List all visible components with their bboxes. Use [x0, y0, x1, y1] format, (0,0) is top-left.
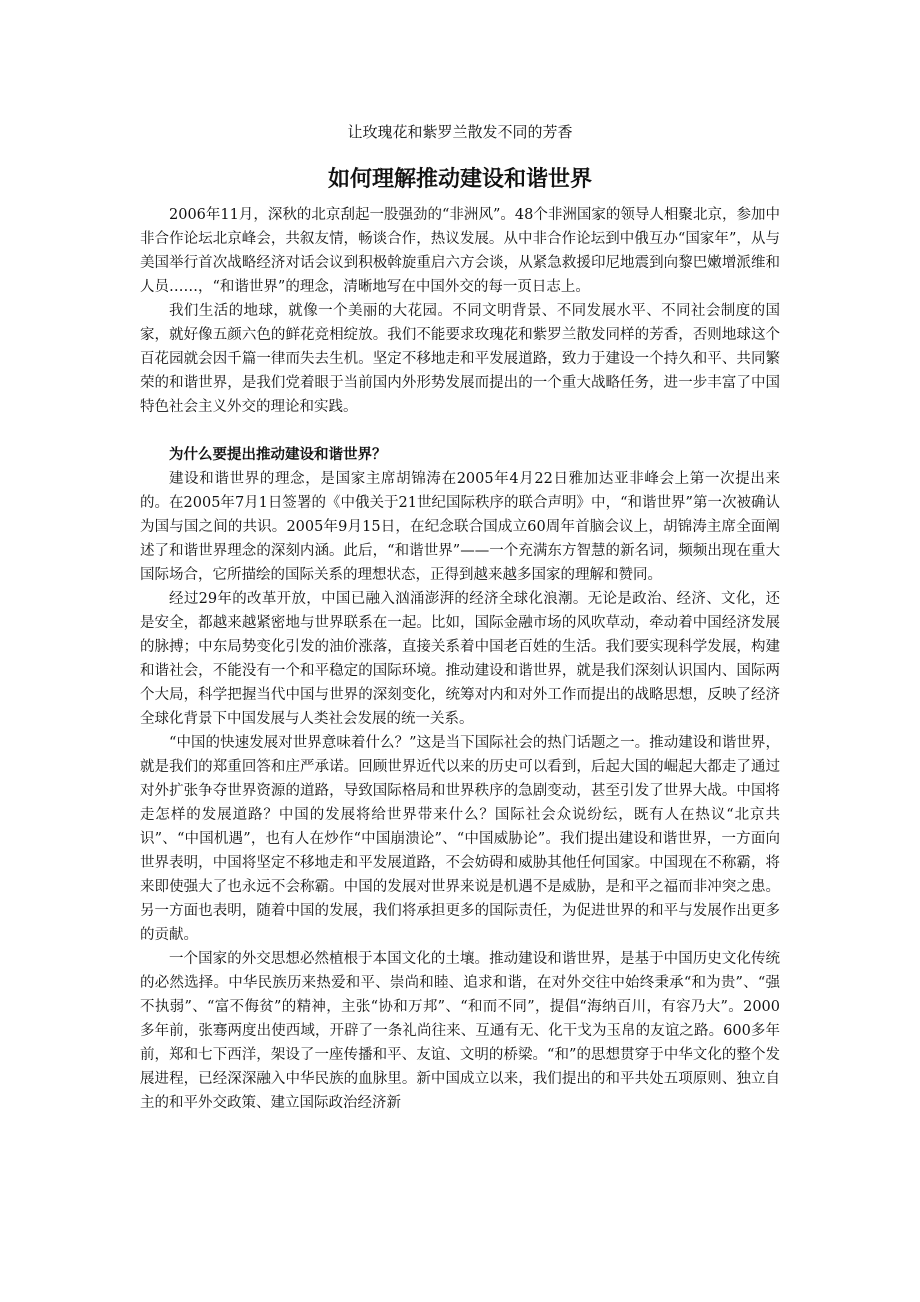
intro-paragraph: 2006年11月，深秋的北京刮起一股强劲的“非洲风”。48个非洲国家的领导人相聚北京，参加中非合作论坛北京峰会，共叙友情，畅谈合作，热议发展。从中非合作论坛到中俄互办“国家年”，从与美国举行首次战略经济对话会议到积极斡旋重启六方会谈，从紧急救援印尼地震到向黎巴嫩增派维和人员……，“和谐世界”的理念，清晰地写在中国外交的每一页日志上。: [140, 207, 780, 295]
document-body: [140, 203, 780, 1115]
section-heading: 为什么要提出推动建设和谐世界？: [169, 446, 387, 463]
document-subtitle: 让玫瑰花和紫罗兰散发不同的芳香: [347, 123, 573, 141]
paragraph-spacer: [140, 419, 780, 443]
section-paragraph: “中国的快速发展对世界意味着什么？”这是当下国际社会的热门话题之一。推动建设和谐世界，就是我们的郑重回答和庄严承诺。回顾世界近代以来的历史可以看到，后起大国的崛起大都走了通过对外扩张争夺世界资源的道路，导致国际格局和世界秩序的急剧变动，甚至引发了世界大战。中国将走怎样的发展道路？中国的发展将给世界带来什么？国际社会众说纷纭，既有人在热议“北京共识”、“中国机遇”，也有人在炒作“中国崩溃论”、“中国威胁论”。我们提出建设和谐世界，一方面向世界表明，中国将坚定不移地走和平发展道路，不会妨碍和威胁其他任何国家。中国现在不称霸，将来即使强大了也永远不会称霸。中国的发展对世界来说是机遇不是威胁，是和平之福而非冲突之患。另一方面也表明，随着中国的发展，我们将承担更多的国际责任，为促进世界的和平与发展作出更多的贡献。: [140, 735, 780, 943]
section-paragraph: 建设和谐世界的理念，是国家主席胡锦涛在2005年4月22日雅加达亚非峰会上第一次提出来的。在2005年7月1日签署的《中俄关于21世纪国际秩序的联合声明》中，“和谐世界”第一次被确认为国与国之间的共识。2005年9月15日，在纪念联合国成立60周年首脑会议上，胡锦涛主席全面阐述了和谐世界理念的深刻内涵。此后，“和谐世界”——一个充满东方智慧的新名词，频频出现在重大国际场合，它所描绘的国际关系的理想状态，正得到越来越多国家的理解和赞同。: [140, 471, 780, 583]
intro-paragraph: 我们生活的地球，就像一个美丽的大花园。不同文明背景、不同发展水平、不同社会制度的国家，就好像五颜六色的鲜花竞相绽放。我们不能要求玫瑰花和紫罗兰散发同样的芳香，否则地球这个百花园就会因千篇一律而失去生机。坚定不移地走和平发展道路，致力于建设一个持久和平、共同繁荣的和谐世界，是我们党着眼于当前国内外形势发展而提出的一个重大战略任务，进一步丰富了中国特色社会主义外交的理论和实践。: [140, 303, 780, 415]
document-title: 如何理解推动建设和谐世界: [327, 166, 592, 192]
section-paragraph: 一个国家的外交思想必然植根于本国文化的土壤。推动建设和谐世界，是基于中国历史文化传统的必然选择。中华民族历来热爱和平、崇尚和睦、追求和谐，在对外交往中始终秉承“和为贵”、“强不执弱”、“富不侮贫”的精神，主张“协和万邦”、“和而不同”，提倡“海纳百川，有容乃大”。2000多年前，张骞两度出使西域，开辟了一条礼尚往来、互通有无、化干戈为玉帛的友谊之路。600多年前，郑和七下西洋，架设了一座传播和平、友谊、文明的桥梁。“和”的思想贯穿于中华文化的整个发展进程，已经深深融入中华民族的血脉里。新中国成立以来，我们提出的和平共处五项原则、独立自主的和平外交政策、建立国际政治经济新: [140, 951, 780, 1111]
section-paragraph: 经过29年的改革开放，中国已融入汹涌澎湃的经济全球化浪潮。无论是政治、经济、文化，还是安全，都越来越紧密地与世界联系在一起。比如，国际金融市场的风吹草动，牵动着中国经济发展的脉搏；中东局势变化引发的油价涨落，直接关系着中国老百姓的生活。我们要实现科学发展，构建和谐社会，不能没有一个和平稳定的国际环境。推动建设和谐世界，就是我们深刻认识国内、国际两个大局，科学把握当代中国与世界的深刻变化，统筹对内和对外工作而提出的战略思想，反映了经济全球化背景下中国发展与人类社会发展的统一关系。: [140, 591, 780, 727]
